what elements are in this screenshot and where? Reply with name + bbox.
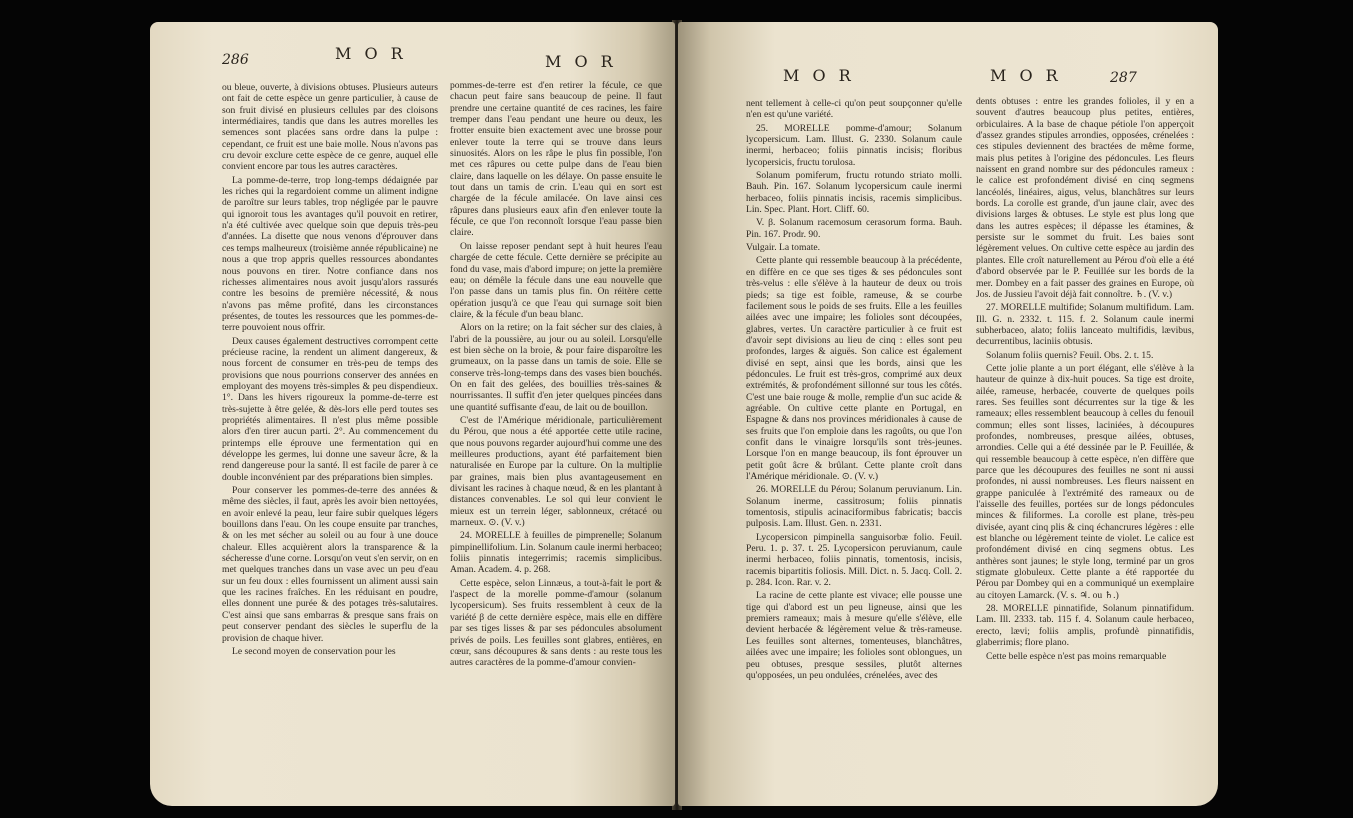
paragraph: 24. MORELLE à feuilles de pimprenelle; Solanum pimpinellifolium. Lin. Solanum caule inermi herbaceo; foliis pinnatis integerrimis; racemis simplicibus. Aman. Academ. 4. p. 268. <box>450 530 662 576</box>
left-page <box>150 22 675 806</box>
paragraph: La racine de cette plante est vivace; elle pousse une tige qui d'abord est un peu ligneuse, ainsi que les premiers rameaux; mais à mesure qu'elle s'élève, elle devient herbacée & légèrement velue & très-rameuse. Les feuilles sont alternes, tomenteuses, blanchâtres, ailées avec une impaire; les folioles sont oblongues, un peu obtuses, presque sessiles, plutôt alternes qu'opposées, un peu ondulées, crénelées, avec des <box>746 590 962 681</box>
right-page-column-2 <box>976 96 1194 664</box>
paragraph: 26. MORELLE du Pérou; Solanum peruvianum. Lin. Solanum inerme, cassitrosum; foliis pinnatis tomentosis, stipulis acinaciformibus fabricatis; baccis pulposis. Lam. Illust. Gen. n. 2331. <box>746 484 962 530</box>
paragraph: On laisse reposer pendant sept à huit heures l'eau chargée de cette fécule. Cette dernière se précipite au fond du vase, mais d'abord impure; on jette la première eau; on démêle la fécule dans une eau nouvelle que l'on passe dans un tamis plus fin. On réitère cette opération jusqu'à ce que l'eau qui surnage soit bien claire, & la fécule d'un beau blanc. <box>450 240 662 320</box>
right-page <box>678 22 1218 806</box>
paragraph: dents obtuses : entre les grandes folioles, il y en a souvent d'autres beaucoup plus petites, entières, orbiculaires. A la base de chaque pétiole l'on apperçoit d'assez grandes stipules arrondies, opposées, crénelées : ces stipules deviennent des bractées de même forme, mais plus petites à l'origine des pédoncules. Les fleurs naissent en grand nombre sur des pédoncules rameux : le calice est profondément divisé en cinq segmens lancéolés, linéaires, aigus, velus, blanchâtres sur leurs bords. La corolle est grande, d'un jaune clair, avec des divisions larges & obtuses. Le style est plus long que dans les autres espèces; il dépasse les étamines, & persiste sur le sommet du fruit. Les baies sont légèrement velues. On cultive cette espèce au jardin des plantes. Elle croît naturellement au Pérou d'où elle a été d'abord observée par le P. Feuillée sur les bords de la mer. Dombey en a fait passer des graines en Europe, où Jos. de Jussieu l'avoit déjà fait connoître. ♄. (V. v.) <box>976 96 1194 300</box>
paragraph: Solanum pomiferum, fructu rotundo striato molli. Bauh. Pin. 167. Solanum lycopersicum caule inermi herbaceo, foliis pinnatis incisis, racemis simplicibus. Lin. Spec. Plant. Hort. Cliff. 60. <box>746 170 962 216</box>
paragraph: Alors on la retire; on la fait sécher sur des claies, à l'abri de la poussière, au jour ou au soleil. Lorsqu'elle est bien sèche on la broie, & pour faire disparoître les grumeaux, on la passe dans un tamis de soie. Elle se conserve très-long-temps dans des vases bien bouchés. On en fait des gelées, des bouillies très-saines & nourrissantes. Il suffit d'en jeter quelques pincées dans une quantité suffisante d'eau, de lait ou de bouillon. <box>450 322 662 413</box>
paragraph: Cette jolie plante a un port élégant, elle s'élève à la hauteur de quinze à dix-huit pouces. Sa tige est droite, ailée, rameuse, herbacée, couverte de quelques poils rares. Ses feuilles sont décurrentes sur la tige & les rameaux; elles ressemblent beaucoup à celles du fenouil commun; elles sont lisses, laciniées, à découpures profondes, nombreuses, presque ailées, obtuses, arrondies. Celle qui a été dessinée par le P. Feuillée, & qui ressemble beaucoup à cette espèce, n'en diffère que parce que les découpures des feuilles ne sont ni aussi profondes, ni aussi nombreuses. Les fleurs naissent en grappe paniculée à l'extrémité des rameaux ou de l'aisselle des feuilles, portées sur de longs pédoncules minces & filiformes. La corolle est plane, très-peu divisée, ayant cinq plis & cinq échancrures légères : elle est blanche ou légèrement teinte de violet. Le calice est profondément divisé en cinq segmens obtus. Les anthères sont jaunes; le style long, terminé par un gros stigmate globuleux. Cette plante a été rapportée du Pérou par Dombey qui en a communiqué un exemplaire au citoyen Lamarck. (V. s. ♃. ou ♄.) <box>976 362 1194 601</box>
paragraph: Cette plante qui ressemble beaucoup à la précédente, en diffère en ce que ses tiges & ses pédoncules sont très-velus : elle s'élève à la hauteur de deux ou trois pieds; sa tige est foible, rameuse, & se courbe facilement sous le poids de ses fruits. Elle a les feuilles ailées avec une impaire; les folioles sont découpées, glabres, vertes. Un caractère particulier à ce fruit est d'avoir sept divisions au lieu de cinq : elles sont peu profondes, larges & aiguës. Son calice est également divisé en sept, ainsi que les bords, ainsi que les pédoncules. Le fruit est très-gros, comprimé aux deux extrémités, & profondément sillonné sur tous les côtés. C'est une baie rouge & molle, remplie d'un suc acide & agréable. On cultive cette plante en Portugal, en Espagne & dans nos provinces méridionales à cause de ses fruits que l'on emploie dans les ragoûts, ou que l'on confit dans le vinaigre lorsqu'ils sont très-jeunes. Lorsque l'on en mange beaucoup, ils font éprouver un petit goût âcre & brûlant. Cette plante croît dans l'Amérique méridionale. ⊙. (V. v.) <box>746 255 962 482</box>
paragraph: 28. MORELLE pinnatifide, Solanum pinnatifidum. Lam. Ill. 2333. tab. 115 f. 4. Solanum caule herbaceo, erecto, lævi; foliis amplis, profundè pinnatifidis, glaberrimis; flore plano. <box>976 603 1194 649</box>
running-head-left-inner: M O R <box>545 52 617 71</box>
paragraph: Deux causes également destructives corrompent cette précieuse racine, la rendent un aliment dangereux, & nous forcent de consumer en très-peu de temps des provisions que nous pourrions conserver des années en employant des moyens très-simples & peu dispendieux. 1°. Dans les hivers rigoureux la pomme-de-terre est très-sujette à être gelée, & dès-lors elle perd toutes ses propriétés alimentaires. Il n'est plus même possible alors d'en tirer aucun parti. 2°. Au commencement du printemps elle éprouve une fermentation qui en développe les germes, lui donne une saveur âcre, & la rend dangereuse pour la santé. Il est facile de parer à ce double inconvénient par des préparations bien simples. <box>222 335 438 483</box>
running-head-right-inner: M O R <box>783 66 855 85</box>
paragraph: La pomme-de-terre, trop long-temps dédaignée par les riches qui la regardoient comme un aliment indigne de paroître sur leurs tables, trop négligée par le pauvre qui ignoroit tous les avantages qu'il pouvoit en retirer, n'a été cultivée avec quelque soin que depuis très-peu d'années. La disette que nous venons d'éprouver dans ces temps malheureux (troisième année républicaine) ne nous a que trop appris quelles ressources abondantes nous pouvons en tirer. Notre confiance dans nos richesses alimentaires nous avoit jusqu'alors rassurés contre les besoins de première nécessité, & nous n'avons pas même profité, dans les circonstances présentes, de toutes les ressources que les pommes-de-terre pouvoient nous offrir. <box>222 174 438 334</box>
running-head-right-outer: M O R <box>990 66 1062 85</box>
paragraph: Cette espèce, selon Linnæus, a tout-à-fait le port & l'aspect de la morelle pomme-d'amour (solanum lycopersicum). Ses fruits ressemblent à ceux de la variété β de cette dernière espèce, mais elle en diffère par ses tiges lisses & par ses pédoncules absolument privés de poils. Les feuilles sont glabres, entières, en cœur, sans découpures & sans dents : au reste tous les autres caractères de la pomme-d'amour convien- <box>450 577 662 669</box>
paragraph: Vulgair. La tomate. <box>746 242 821 254</box>
paragraph: 27. MORELLE multifide; Solanum multifidum. Lam. Ill. G. n. 2332. t. 115. f. 2. Solanum caule inermi subherbaceo, alato; foliis lanceato multifidis, lævibus, decurrentibus, laciniis obtusis. <box>976 302 1194 348</box>
paragraph: V. β. Solanum racemosum cerasorum forma. Bauh. Pin. 167. Prodr. 90. <box>746 217 962 240</box>
paragraph: Solanum foliis quernis? Feuil. Obs. 2. t. 15. <box>986 349 1154 361</box>
right-page-column-1 <box>746 98 962 683</box>
running-head-left-outer: M O R <box>335 44 407 63</box>
paragraph: Lycopersicon pimpinella sanguisorbæ folio. Feuil. Peru. 1. p. 37. t. 25. Lycopersicon peruvianum, caule inermi herbaceo, foliis pinnatis, tomentosis, incisis, racemis bipartitis foliosis. Mill. Dict. n. 5. Jacq. Coll. 2. p. 284. Icon. Rar. v. 2. <box>746 531 962 589</box>
page-number-right: 287 <box>1110 70 1137 86</box>
paragraph: nent tellement à celle-ci qu'on peut soupçonner qu'elle n'en est qu'une variété. <box>746 98 962 121</box>
paragraph: 25. MORELLE pomme-d'amour; Solanum lycopersicum. Lam. Illust. G. 2330. Solanum caule inermi, herbaceo; foliis pinnatis incisis; floribus lycopersicis, fructu torulosa. <box>746 122 962 168</box>
paragraph: Le second moyen de conservation pour les <box>232 645 396 657</box>
paragraph: C'est de l'Amérique méridionale, particulièrement du Pérou, que nous a été apportée cette utile racine, que nous pouvons regarder aujourd'hui comme une des meilleures productions, ayant été parfaitement bien naturalisée en Europe par la culture. On la multiplie par graines, mais bien plus avantageusement en divisant les racines à chaque nœud, & en les plantant à distances convenables. Le sol qui leur convient le mieux est un terrein léger, sablonneux, crétacé ou marneux. ⊙. (V. v.) <box>450 414 662 529</box>
paragraph: pommes-de-terre est d'en retirer la fécule, ce que chacun peut faire sans beaucoup de peine. Il faut prendre une certaine quantité de ces racines, les faire tremper dans l'eau pendant une heure ou deux, les frotter ensuite bien exactement avec une brosse pour enlever toute la terre qui se trouve dans leurs sinuosités. Alors on les râpe le plus fin possible, l'on met ces râpures ou cette pulpe dans de l'eau bien claire, dans laquelle on les délaye. On passe ensuite le tout dans un tamis de crin. L'eau qui en sort est chargée de la fécule amilacée. On lave ainsi ces râpures dans plusieurs eaux afin d'en enlever toute la fécule, ce que l'on reconnoît lorsque l'eau passe bien claire. <box>450 80 662 239</box>
paragraph: Pour conserver les pommes-de-terre des années & même des siècles, il faut, après les avoir bien nettoyées, en avoir enlevé la peau, leur faire subir quelques légers bouillons dans l'eau. On les coupe ensuite par tranches, & on les met sécher au soleil ou au four à une douce chaleur. Elles acquièrent alors la transparence & la sécheresse d'une corne. Lorsqu'on veut s'en servir, on en met quelques tranches dans un vase avec un peu d'eau sur un feu doux : elles fournissent un aliment aussi sain que les racines fraîches. En les réduisant en poudre, elles donnent une purée & des potages très-salutaires. C'est ainsi que sans embarras & presque sans frais on peut conserver pendant des siècles le superflu de la provision de chaque hiver. <box>222 485 438 644</box>
paragraph: ou bleue, ouverte, à divisions obtuses. Plusieurs auteurs ont fait de cette espèce un genre particulier, à cause de son fruit divisé en plusieurs cellules par des cloisons intermédiaires, tandis que dans les autres morelles les semences sont placées sans ordre dans la pulpe : cependant, ce fruit est une baie molle. Nous n'avons pas cru devoir exclure cette espèce de ce genre, auquel elle convient encore par tous les autres caractères. <box>222 82 438 173</box>
left-page-column-2 <box>450 80 662 671</box>
left-page-column-1 <box>222 82 438 659</box>
paragraph: Cette belle espèce n'est pas moins remarquable <box>986 650 1167 662</box>
page-number-left: 286 <box>222 52 249 68</box>
